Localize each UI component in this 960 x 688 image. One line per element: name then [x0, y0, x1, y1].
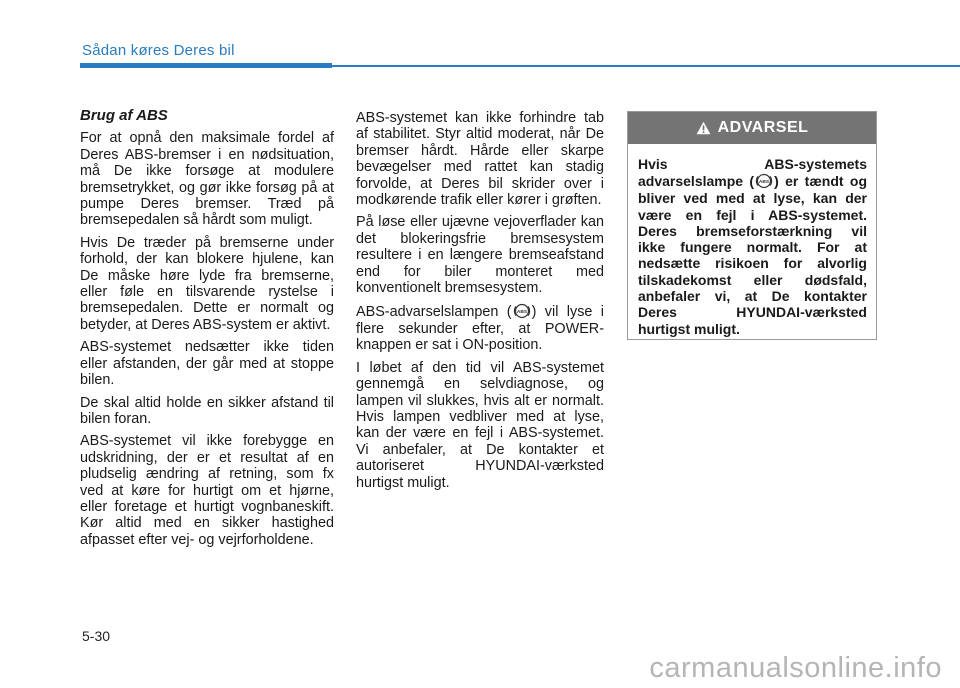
text-fragment: Hvis ABS-systemets advarselslampe ( [638, 156, 867, 190]
paragraph: På løse eller ujævne vejoverflader kan det blokeringsfrie bremsesystem resultere i en længere bremseafstand end for biler monteret med konventionelt bremsesystem. [356, 214, 604, 297]
paragraph: ABS-systemet nedsætter ikke tiden eller afstanden, der går med at stoppe bilen. [80, 339, 334, 389]
paragraph: Hvis De træder på bremserne under forhold, der kan blokere hjulene, kan De måske høre lyde fra bremserne, eller føle en tilsvarende rystelse i bremsepedalen. Dette er normalt og betyder, at Deres ABS-system er aktivt. [80, 234, 334, 333]
warning-header [628, 112, 876, 144]
left-column [80, 108, 334, 554]
paragraph: De skal altid holde en sikker afstand til bilen foran. [80, 394, 334, 427]
text-fragment: ) er tændt og bliver ved med at lyse, kan der være en fejl i ABS-systemet. Deres bremseforstærkning vil ikke fungere normalt. For at nedsætte risikoen for alvorlig tilskadekomst eller dødsfald, anbefaler vi, at De kontakter Deres HYUNDAI-værksted hurtigst muligt. [638, 173, 867, 337]
text-fragment: ABS-advarselslampen ( [356, 304, 512, 321]
warning-box [627, 111, 877, 340]
section-title: Sådan køres Deres bil [82, 42, 235, 59]
paragraph: For at opnå den maksimale fordel af Deres ABS-bremser i en nødsituation, må De ikke forsøge at modulere bremsetrykket, og gør ikke forsøg på at pumpe Deres bremser. Træd på bremsepedalen så hårdt som muligt. [80, 130, 334, 229]
paragraph: I løbet af den tid vil ABS-systemet gennemgå en selvdiagnose, og lampen vil slukkes, hvis alt er normalt. Hvis lampen vedbliver med at lyse, kan der være en fejl i ABS-systemet. Vi anbefaler, at De kontakter et autoriseret HYUNDAI-værksted hurtigst muligt. [356, 359, 604, 491]
paragraph: ABS-systemet vil ikke forebygge en udskridning, der er et resultat af en pludselig ændring af retning, som fx ved at køre for hurtigt om et hjørne, eller foretage et hurtigt vognbaneskift. Kør altid med en sikker hastighed afpasset efter vej- og vejrforholdene. [80, 433, 334, 548]
subsection-heading: Brug af ABS [80, 107, 168, 124]
svg-text:ABS: ABS [516, 310, 527, 316]
paragraph: ABS-systemet kan ikke forhindre tab af stabilitet. Styr altid moderat, når De bremser hårdt. Hårde eller skarpe bevægelser med rattet kan stadig forvolde, at Deres bil skrider over i modkørende trafik eller kører i grøften. [356, 110, 604, 209]
text-fragment: ) vil lyse i flere sekunder efter, at POWER-knappen er sat i ON-position. [356, 304, 605, 354]
abs-warning-lamp-icon [513, 302, 531, 320]
warning-text [628, 144, 876, 337]
header-rule-thick [80, 63, 332, 68]
warning-triangle-icon [696, 121, 711, 135]
abs-warning-lamp-icon [755, 172, 773, 190]
warning-title: ADVARSEL [717, 119, 809, 136]
watermark: carmanualsonline.info [649, 652, 942, 684]
svg-text:ABS: ABS [758, 180, 770, 186]
header-rule-thin [332, 65, 960, 67]
page-number: 5-30 [82, 628, 111, 644]
middle-column [356, 110, 604, 497]
paragraph-abs-lamp [356, 302, 604, 353]
